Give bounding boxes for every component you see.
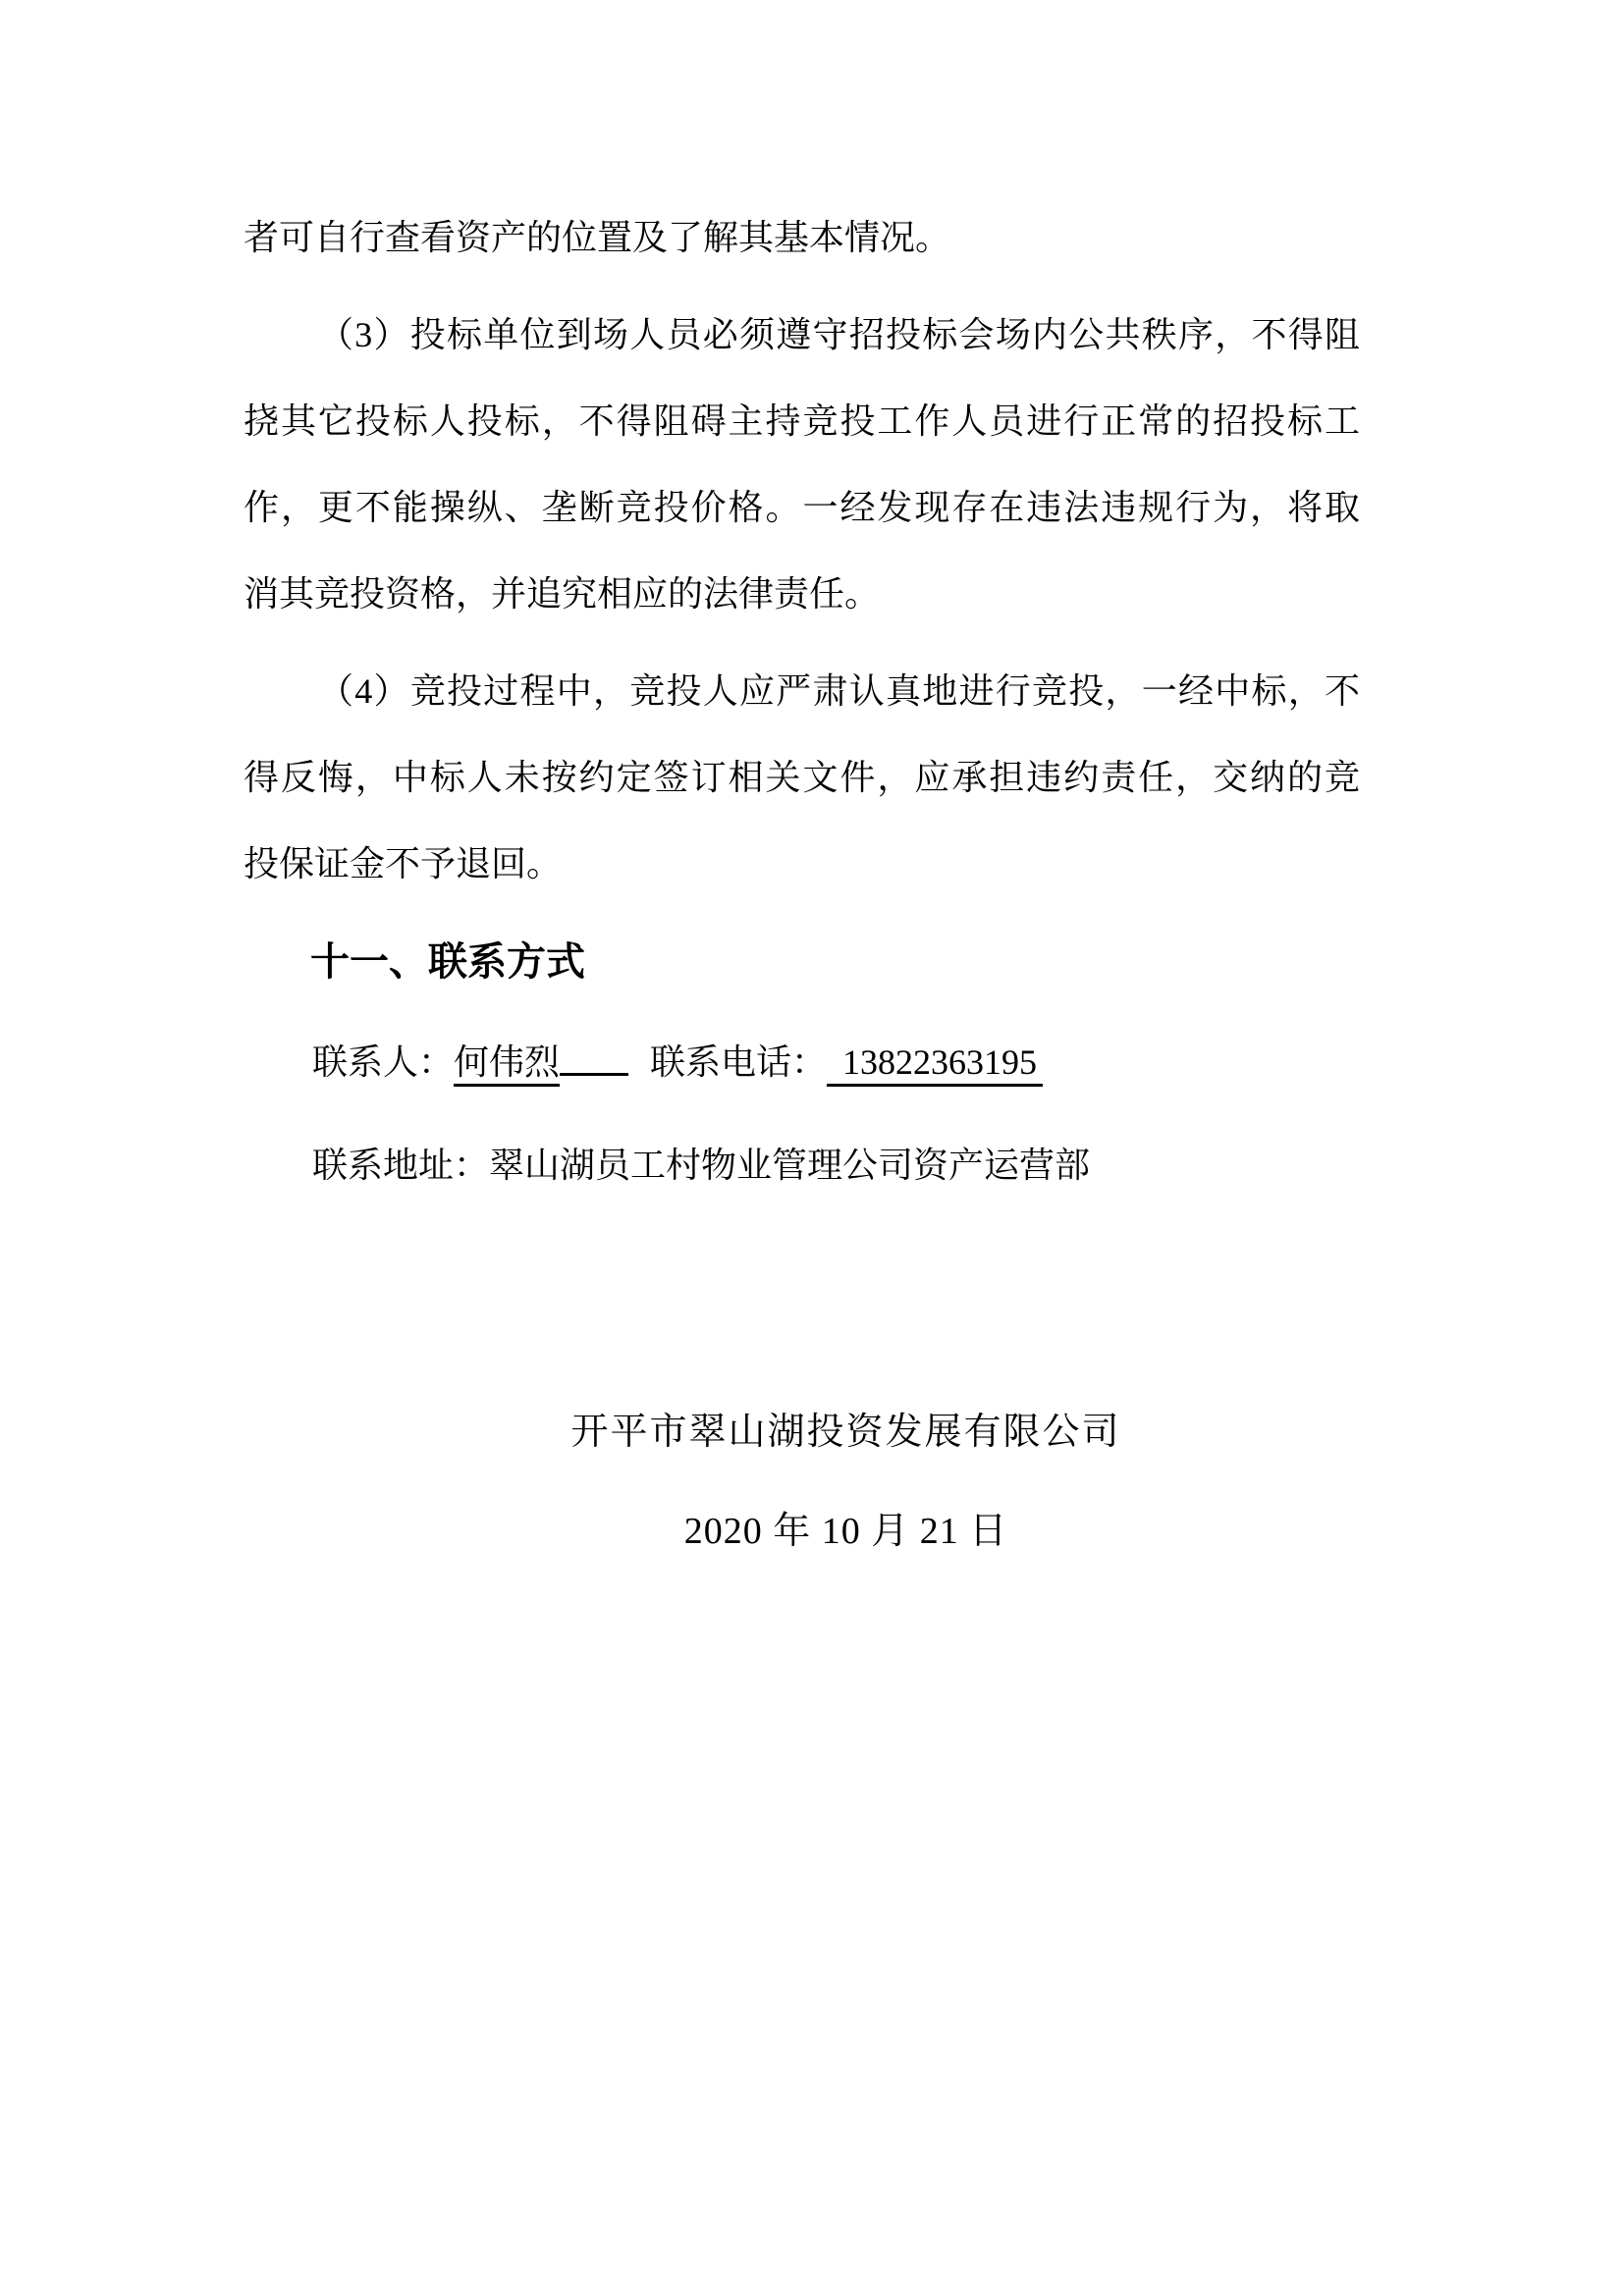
paragraph	[244, 648, 1360, 907]
paragraph-line: 作，更不能操纵、垄断竞投价格。一经发现存在违法违规行为，将取	[244, 488, 1360, 527]
paragraph-line: 得反悔，中标人未按约定签订相关文件，应承担违约责任，交纳的竞	[244, 758, 1360, 797]
paragraph-line: 消其竞投资格，并追究相应的法律责任。	[244, 574, 881, 614]
paragraph-line: 者可自行查看资产的位置及了解其基本情况。	[244, 218, 951, 257]
contact-phone-label: 联系电话：	[650, 1042, 828, 1082]
contact-person-label: 联系人：	[312, 1042, 455, 1082]
paragraph-line: （3）投标单位到场人员必须遵守招投标会场内公共秩序，不得阻	[318, 315, 1360, 354]
signature-company-name: 开平市翠山湖投资发展有限公司	[570, 1412, 1121, 1453]
signature-date: 2020 年 10 月 21 日	[683, 1511, 1008, 1552]
contact-address-line	[244, 1122, 1360, 1208]
paragraph-line: 挠其它投标人投标，不得阻碍主持竞投工作人员进行正常的招投标工	[244, 401, 1360, 441]
contact-person-line	[244, 1019, 1360, 1105]
contact-phone-number: 13822363195	[827, 1042, 1043, 1087]
contact-name-underline-blank	[560, 1038, 628, 1076]
signature-block	[288, 1389, 1404, 1575]
document-content	[244, 194, 1360, 1575]
paragraph	[244, 292, 1360, 637]
paragraph	[244, 194, 1360, 281]
contact-person-name: 何伟烈	[454, 1042, 560, 1087]
contact-address-label: 联系地址：	[312, 1146, 490, 1185]
paragraph-line: （4）竞投过程中，竞投人应严肃认真地进行竞投，一经中标，不	[318, 671, 1360, 711]
contact-address-value: 翠山湖员工村物业管理公司资产运营部	[489, 1146, 1091, 1185]
paragraph-line: 投保证金不予退回。	[244, 844, 563, 883]
section-heading-contact: 十一、联系方式	[310, 940, 585, 984]
body-paragraphs	[244, 194, 1360, 907]
